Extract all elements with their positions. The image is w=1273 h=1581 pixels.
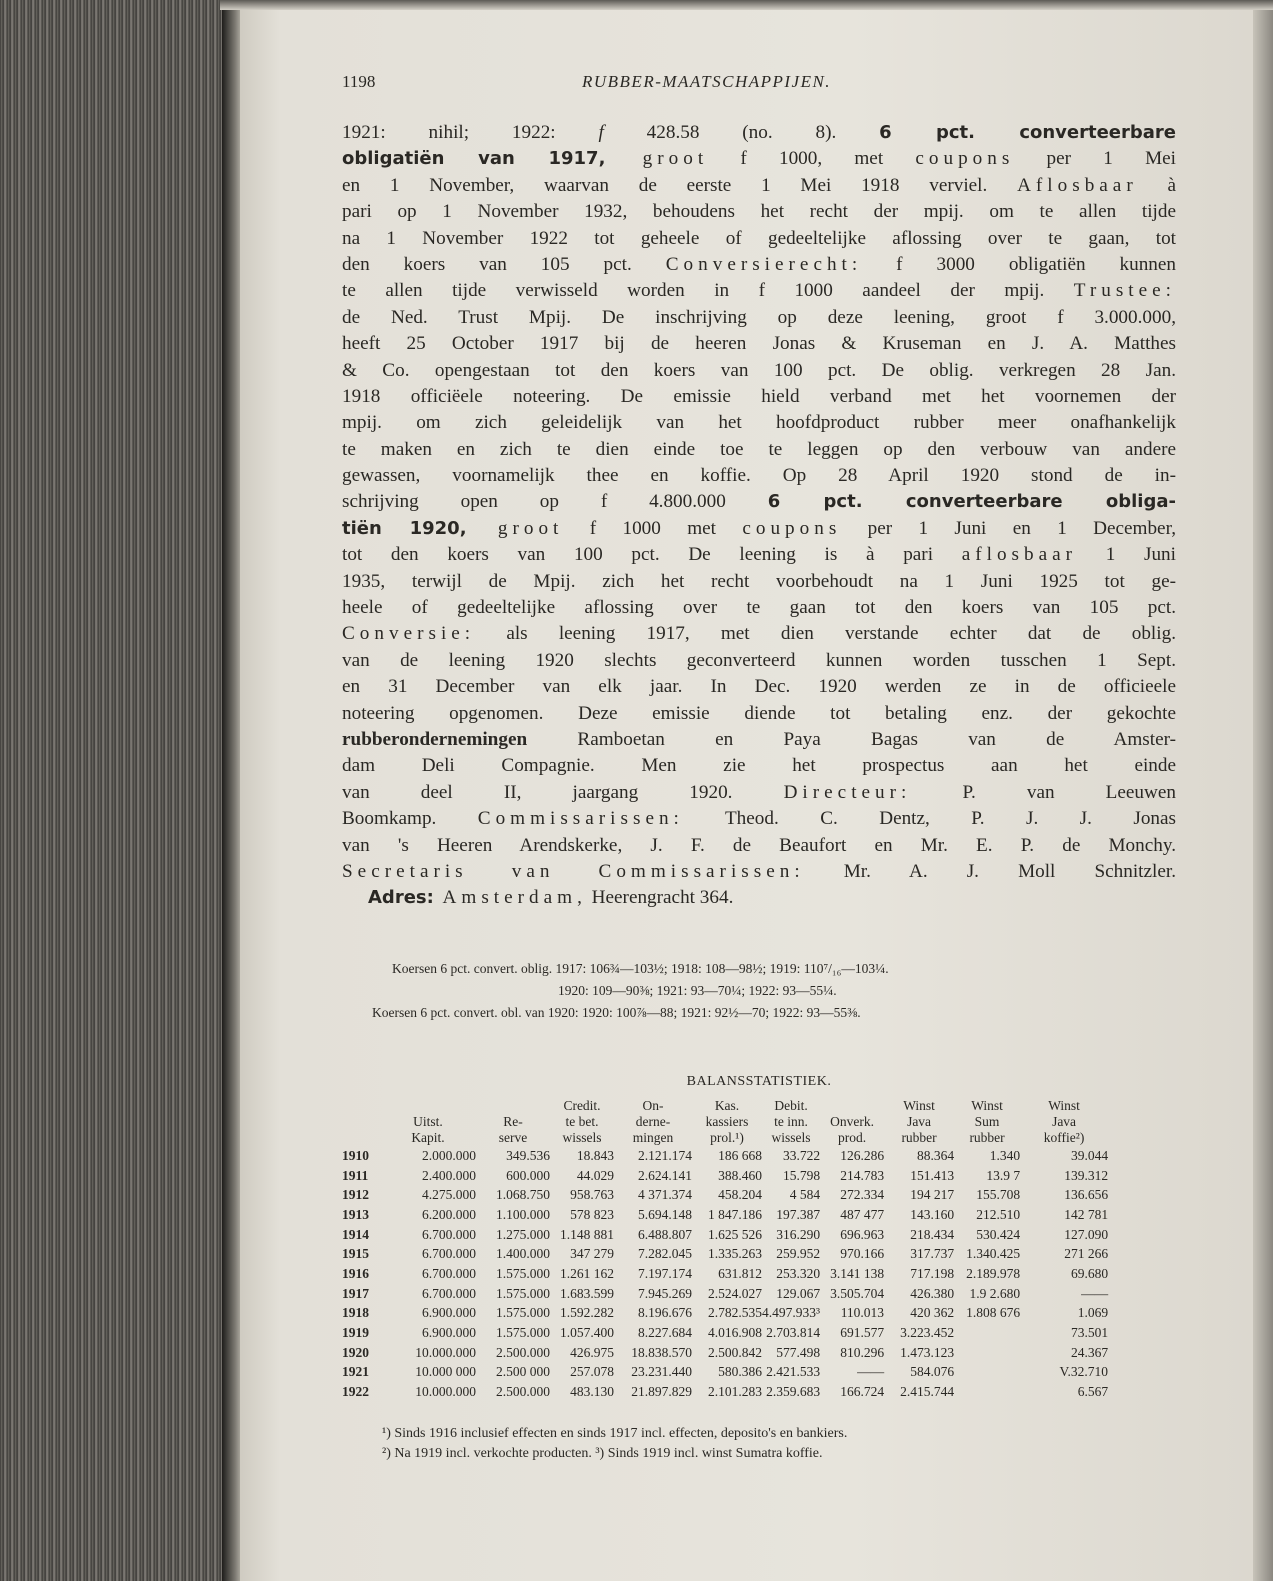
table-cell: 126.286 — [840, 1147, 885, 1163]
table-cell: 6.567 — [1077, 1384, 1109, 1400]
table-cell: 6.700.000 — [422, 1285, 476, 1301]
text-line: tiën 1920, groot f 1000 met coupons per 1 Juni en 1 December, — [342, 517, 1176, 539]
column-header: wissels — [562, 1130, 602, 1145]
table-header-row — [342, 1114, 1108, 1130]
table-cell: 4 371.374 — [638, 1187, 692, 1203]
text-line: en 31 December van elk jaar. In Dec. 1920 werden ze in de officieele — [342, 676, 1176, 698]
column-header: Kapit. — [411, 1130, 445, 1145]
table-cell: 2.500 000 — [496, 1364, 550, 1380]
table-cell: —— — [857, 1364, 885, 1380]
table-cell: 1.625 526 — [708, 1226, 762, 1242]
table-cell: 600.000 — [506, 1167, 550, 1183]
table-cell: 1.275.000 — [496, 1226, 550, 1242]
table-cell: 8.196.676 — [638, 1305, 692, 1321]
year-cell: 1921 — [342, 1364, 369, 1380]
table-cell: 2.415.744 — [900, 1384, 955, 1400]
text-line: 1921: nihil; 1922: f 428.58 (no. 8). 6 pct. converteerbare — [342, 122, 1176, 143]
table-row — [342, 1284, 1108, 1304]
table-row — [342, 1205, 1108, 1225]
table-cell: 1.400.000 — [496, 1246, 550, 1262]
column-header: Sum — [974, 1114, 1000, 1129]
table-cell: 4.275.000 — [422, 1187, 476, 1203]
text-line: rubberondernemingen Ramboetan en Paya Bagas van de Amster- — [342, 728, 1176, 750]
column-header: Winst — [903, 1098, 935, 1113]
table-row — [342, 1264, 1108, 1284]
running-title: RUBBER-MAATSCHAPPIJEN. — [582, 72, 832, 91]
table-cell: 23.231.440 — [631, 1364, 692, 1380]
table-cell: 218.434 — [910, 1226, 955, 1242]
table-cell: V.32.710 — [1059, 1364, 1109, 1380]
table-cell: 155.708 — [976, 1187, 1021, 1203]
column-header: Winst — [971, 1098, 1003, 1113]
text-line: schrijving open op f 4.800.000 6 pct. converteerbare obliga- — [342, 491, 1176, 513]
table-cell: 15.798 — [782, 1167, 821, 1183]
table-cell: 2.624.141 — [638, 1167, 692, 1183]
text-line: tot den koers van 100 pct. De leening is à pari aflosbaar 1 Juni — [342, 544, 1176, 566]
table-cell: 186 668 — [718, 1147, 762, 1163]
table-cell: 136.656 — [1064, 1187, 1109, 1203]
year-cell: 1916 — [342, 1265, 369, 1281]
table-cell: 958.763 — [570, 1187, 614, 1203]
text-line: van deel II, jaargang 1920. Directeur: P. van Leeuwen — [342, 781, 1176, 803]
table-cell: 7.282.045 — [638, 1246, 692, 1262]
table-cell: 6.700.000 — [422, 1226, 476, 1242]
text-line: Conversie: als leening 1917, met dien verstande echter dat de oblig. — [342, 623, 1176, 645]
column-header: te inn. — [774, 1114, 808, 1129]
column-header: mingen — [632, 1130, 674, 1145]
table-cell: 717.198 — [910, 1265, 955, 1281]
table-cell: 2.000.000 — [422, 1147, 476, 1163]
year-cell: 1913 — [342, 1206, 369, 1222]
table-cell: 426.380 — [910, 1285, 955, 1301]
column-header: serve — [498, 1130, 528, 1145]
table-cell: 577.498 — [776, 1344, 821, 1360]
table-row — [342, 1323, 1108, 1343]
table-cell: 271 266 — [1064, 1246, 1109, 1262]
table-cell: 13.9 7 — [986, 1167, 1021, 1183]
table-cell: 388.460 — [718, 1167, 762, 1183]
table-cell: 24.367 — [1070, 1344, 1109, 1360]
column-header — [476, 1098, 550, 1114]
column-header: Java — [1052, 1114, 1077, 1129]
column-header: prod. — [838, 1130, 867, 1145]
text-line: obligatiën van 1917, groot f 1000, met coupons per 1 Mei — [342, 148, 1176, 170]
table-cell: 257.078 — [570, 1364, 614, 1380]
column-header: koffie²) — [1043, 1130, 1085, 1145]
column-header: Kas. — [714, 1098, 740, 1113]
column-header — [342, 1098, 380, 1114]
page-number: 1198 — [342, 72, 376, 91]
year-cell: 1919 — [342, 1325, 369, 1341]
year-cell: 1918 — [342, 1305, 369, 1321]
table-cell: 2.101.283 — [708, 1384, 762, 1400]
table-cell: 44.029 — [576, 1167, 614, 1183]
table-cell: 2.121.174 — [638, 1147, 692, 1163]
table-row — [342, 1343, 1108, 1363]
table-cell: 197.387 — [776, 1206, 821, 1222]
table-row — [342, 1382, 1108, 1402]
table-cell: 142 781 — [1064, 1206, 1109, 1222]
table-cell: 151.413 — [910, 1167, 955, 1183]
quote-line: Koersen 6 pct. convert. obl. van 1920: 1920: 100⅞—88; 1921: 92½—70; 1922: 93—55⅜. — [372, 1005, 861, 1020]
table-cell: 347 279 — [570, 1246, 614, 1262]
table-cell: 317.737 — [910, 1246, 955, 1262]
table-cell: 18.843 — [576, 1147, 614, 1163]
column-header: Java — [907, 1114, 932, 1129]
page-header — [342, 72, 1172, 98]
table-row — [342, 1225, 1108, 1245]
table-cell: 1.575.000 — [496, 1305, 550, 1321]
column-header: rubber — [969, 1130, 1005, 1145]
table-cell: 259.952 — [776, 1246, 821, 1262]
table-row — [342, 1146, 1108, 1166]
table-cell: 426.975 — [570, 1344, 614, 1360]
text-line: & Co. opengestaan tot den koers van 100 pct. De oblig. verkregen 28 Jan. — [342, 359, 1176, 381]
column-header: Debit. — [774, 1098, 808, 1113]
text-line: noteering opgenomen. Deze emissie diende tot betaling enz. der gekochte — [342, 702, 1176, 724]
table-cell: 166.724 — [840, 1384, 885, 1400]
text-line: dam Deli Compagnie. Men zie het prospectus aan het einde — [342, 755, 1176, 777]
column-header: Re- — [503, 1114, 523, 1129]
footnote: ¹) Sinds 1916 inclusief effecten en sinds 1917 incl. effecten, deposito's en bankiers. — [382, 1426, 848, 1441]
text-line: van 's Heeren Arendskerke, J. F. de Beaufort en Mr. E. P. de Monchy. — [342, 834, 1176, 856]
table-cell: 5.694.148 — [638, 1206, 692, 1222]
book-page-stack — [0, 0, 232, 1581]
table-cell: 584.076 — [910, 1364, 955, 1380]
table-cell: 2.359.683 — [766, 1384, 821, 1400]
column-header: kassiers — [705, 1114, 749, 1129]
table-cell: 7.197.174 — [638, 1265, 692, 1281]
table-cell: 1.575.000 — [496, 1325, 550, 1341]
table-cell: 1.335.263 — [708, 1246, 762, 1262]
table-cell: 6.700.000 — [422, 1246, 476, 1262]
footnotes — [382, 1424, 1172, 1464]
table-cell: 2.524.027 — [708, 1285, 762, 1301]
table-cell: —— — [1081, 1285, 1109, 1301]
table-cell: 2.703.814 — [766, 1325, 821, 1341]
text-line: te maken en zich te dien einde toe te leggen op den verbouw van andere — [342, 438, 1176, 460]
text-line: gewassen, voornamelijk thee en koffie. Op 28 April 1920 stond de in- — [342, 465, 1176, 487]
year-cell: 1914 — [342, 1226, 369, 1242]
column-header: rubber — [901, 1130, 937, 1145]
table-cell: 1.057.400 — [560, 1325, 614, 1341]
table-cell: 143.160 — [910, 1206, 955, 1222]
column-header — [342, 1130, 380, 1146]
column-header: Onverk. — [830, 1114, 874, 1129]
table-cell: 3.223.452 — [900, 1325, 955, 1341]
table-cell: 6.488.807 — [638, 1226, 692, 1242]
text-line: 1935, terwijl de Mpij. zich het recht voorbehoudt na 1 Juni 1925 tot ge- — [342, 570, 1176, 592]
quote-line: Koersen 6 pct. convert. oblig. 1917: 106¾—103½; 1918: 108—98½; 1919: 110⁷/₁₆—103¼. — [392, 961, 889, 976]
column-header: Credit. — [563, 1098, 601, 1113]
table-cell: 2.400.000 — [422, 1167, 476, 1183]
page-right-edge — [1253, 0, 1273, 1581]
table-cell: 1 847.186 — [708, 1206, 762, 1222]
table-cell: 2.500.000 — [496, 1344, 550, 1360]
table-cell: 1.148 881 — [560, 1226, 614, 1242]
table-cell: 6.200.000 — [422, 1206, 476, 1222]
table-cell: 73.501 — [1070, 1325, 1109, 1341]
table-cell: 33.722 — [782, 1147, 821, 1163]
table-cell: 212.510 — [976, 1206, 1021, 1222]
table-cell: 487 477 — [840, 1206, 885, 1222]
table-cell: 6.900.000 — [422, 1325, 476, 1341]
table-cell: 1.575.000 — [496, 1285, 550, 1301]
text-line: Secretaris van Commissarissen: Mr. A. J. Moll Schnitzler. — [342, 860, 1177, 882]
column-header: Uitst. — [413, 1114, 443, 1129]
year-cell: 1922 — [342, 1384, 369, 1400]
text-line: na 1 November 1922 tot geheele of gedeeltelijke aflossing over te gaan, tot — [342, 227, 1176, 249]
column-header: On- — [642, 1098, 664, 1113]
table-row — [342, 1244, 1108, 1264]
text-line: 1918 officiëele noteering. De emissie hield verband met het voornemen der — [342, 385, 1176, 407]
table-cell: 970.166 — [840, 1246, 885, 1262]
table-cell: 810.296 — [840, 1344, 885, 1360]
table-cell: 483.130 — [570, 1384, 614, 1400]
table-cell: 253.320 — [776, 1265, 821, 1281]
table-cell: 349.536 — [506, 1147, 550, 1163]
table-cell: 214.783 — [840, 1167, 885, 1183]
table-cell: 139.312 — [1064, 1167, 1109, 1183]
table-cell: 4.016.908 — [708, 1325, 762, 1341]
table-cell: 88.364 — [916, 1147, 955, 1163]
table-cell: 1.473.123 — [900, 1344, 955, 1360]
balance-statistics-table — [342, 1098, 1108, 1402]
text-line: mpij. om zich geleidelijk van het hoofdproduct rubber meer onafhankelijk — [342, 412, 1176, 434]
column-header: derne- — [635, 1114, 671, 1129]
table-header-row — [342, 1098, 1108, 1114]
table-cell: 580.386 — [718, 1364, 762, 1380]
text-line: heele of gedeeltelijke aflossing over te gaan tot den koers van 105 pct. — [342, 597, 1176, 619]
column-header: Winst — [1048, 1098, 1080, 1113]
text-line: en 1 November, waarvan de eerste 1 Mei 1918 verviel. Aflosbaar à — [342, 174, 1176, 196]
table-header-row — [342, 1130, 1108, 1146]
page-top-edge — [220, 0, 1273, 10]
text-line: den koers van 105 pct. Conversierecht: f 3000 obligatiën kunnen — [342, 253, 1176, 275]
table-cell — [954, 1382, 1020, 1402]
table-cell: 8.227.684 — [638, 1325, 692, 1341]
column-header: wissels — [771, 1130, 811, 1145]
table-cell: 1.340 — [989, 1147, 1021, 1163]
table-row — [342, 1185, 1108, 1205]
table-cell: 2.500.842 — [708, 1344, 762, 1360]
table-cell: 1.575.000 — [496, 1265, 550, 1281]
table-cell: 578 823 — [570, 1206, 614, 1222]
column-header: prol.¹) — [710, 1130, 744, 1145]
column-header — [342, 1114, 380, 1130]
table-row — [342, 1166, 1108, 1186]
table-cell: 2.189.978 — [966, 1265, 1021, 1281]
table-cell: 10.000 000 — [415, 1364, 476, 1380]
table-row — [342, 1363, 1108, 1383]
table-cell: 2.782.535 — [708, 1305, 762, 1321]
table-cell: 69.680 — [1070, 1265, 1109, 1281]
year-cell: 1910 — [342, 1147, 369, 1163]
table-cell: 4.497.933³ — [762, 1305, 821, 1321]
table-cell: 1.683.599 — [560, 1285, 614, 1301]
table-cell: 1.340.425 — [966, 1246, 1021, 1262]
table-cell: 458.204 — [718, 1187, 762, 1203]
text-line: de Ned. Trust Mpij. De inschrijving op deze leening, groot f 3.000.000, — [342, 306, 1176, 328]
table-cell: 530.424 — [976, 1226, 1021, 1242]
table-cell — [954, 1363, 1020, 1383]
table-cell: 110.013 — [840, 1305, 885, 1321]
table-cell: 1.068.750 — [496, 1187, 550, 1203]
table-cell: 7.945.269 — [638, 1285, 692, 1301]
text-line: pari op 1 November 1932, behoudens het recht der mpij. om te allen tijde — [342, 201, 1176, 223]
column-header — [380, 1098, 476, 1114]
text-line: Boomkamp. Commissarissen: Theod. C. Dentz, P. J. J. Jonas — [342, 808, 1176, 830]
table-row — [342, 1304, 1108, 1324]
table-cell: 420 362 — [910, 1305, 955, 1321]
table-cell: 10.000.000 — [415, 1384, 476, 1400]
table-cell — [954, 1343, 1020, 1363]
table-cell: 696.963 — [840, 1226, 885, 1242]
quote-line: 1920: 109—90⅜; 1921: 93—70¼; 1922: 93—55¼. — [558, 983, 837, 998]
column-header — [820, 1098, 884, 1114]
text-line: te allen tijde verwisseld worden in f 1000 aandeel der mpij. Trustee: — [342, 280, 1176, 302]
table-cell: 6.700.000 — [422, 1265, 476, 1281]
table-cell: 129.067 — [776, 1285, 821, 1301]
year-cell: 1911 — [342, 1167, 369, 1183]
table-cell: 691.577 — [840, 1325, 885, 1341]
table-cell: 39.044 — [1070, 1147, 1109, 1163]
table-cell: 2.421.533 — [766, 1364, 821, 1380]
table-cell: 1.261 162 — [560, 1265, 614, 1281]
table-cell: 1.592.282 — [560, 1305, 614, 1321]
year-cell: 1920 — [342, 1344, 369, 1360]
table-cell: 18.838.570 — [631, 1344, 692, 1360]
table-cell: 3.505.704 — [830, 1285, 885, 1301]
table-cell: 1.100.000 — [496, 1206, 550, 1222]
table-cell: 272.334 — [840, 1187, 885, 1203]
table-cell: 2.500.000 — [496, 1384, 550, 1400]
body-text — [342, 120, 1176, 912]
table-cell: 1.9 2.680 — [969, 1285, 1021, 1301]
text-line: van de leening 1920 slechts geconverteerd kunnen worden tusschen 1 Sept. — [342, 649, 1176, 671]
table-cell: 1.069 — [1077, 1305, 1109, 1321]
table-cell: 21.897.829 — [631, 1384, 692, 1400]
table-cell: 3.141 138 — [830, 1265, 885, 1281]
table-cell: 1.808 676 — [966, 1305, 1021, 1321]
table-cell: 631.812 — [718, 1265, 762, 1281]
table-cell: 10.000.000 — [415, 1344, 476, 1360]
year-cell: 1917 — [342, 1285, 369, 1301]
table-cell: 316.290 — [776, 1226, 821, 1242]
table-cell: 127.090 — [1064, 1226, 1109, 1242]
price-quotes — [342, 958, 1176, 1024]
table-cell — [954, 1323, 1020, 1343]
table-cell: 6.900.000 — [422, 1305, 476, 1321]
text-line: heeft 25 October 1917 bij de heeren Jonas & Kruseman en J. A. Matthes — [342, 333, 1176, 355]
footnote: ²) Na 1919 incl. verkochte producten. ³) Sinds 1919 incl. winst Sumatra koffie. — [382, 1446, 823, 1461]
address-line: Adres: Amsterdam, Heerengracht 364. — [368, 887, 734, 909]
year-cell: 1915 — [342, 1246, 369, 1262]
year-cell: 1912 — [342, 1187, 369, 1203]
column-header: te bet. — [565, 1114, 599, 1129]
table-cell: 4 584 — [789, 1187, 821, 1203]
table-title: BALANSSTATISTIEK. — [686, 1074, 832, 1089]
table-cell: 194 217 — [910, 1187, 955, 1203]
